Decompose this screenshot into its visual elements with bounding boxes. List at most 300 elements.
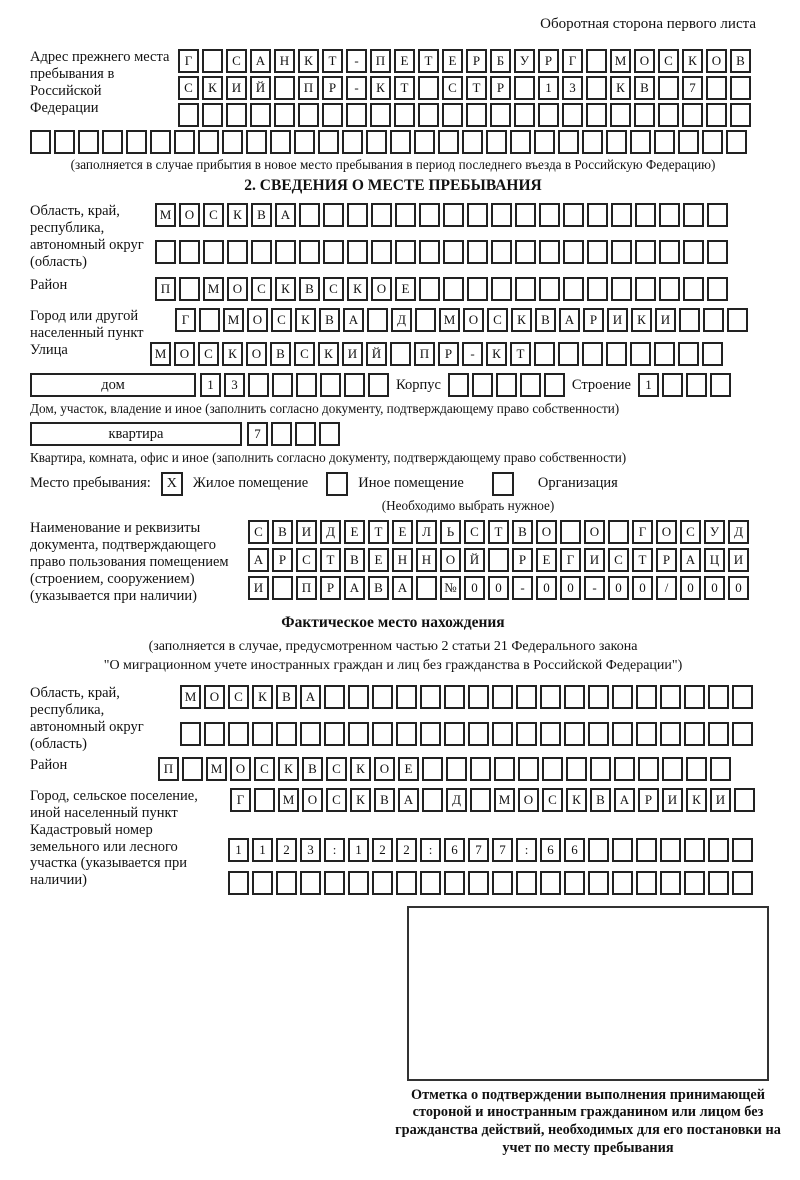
header-note: Оборотная сторона первого листа xyxy=(540,16,756,32)
char-cell: Б xyxy=(490,49,511,73)
char-cell xyxy=(202,49,223,73)
char-cell xyxy=(587,277,608,301)
char-cell: И xyxy=(296,520,317,544)
char-cell: 7 xyxy=(468,838,489,862)
char-cell xyxy=(322,103,343,127)
char-cell xyxy=(344,373,365,397)
char-cell: С xyxy=(178,76,199,100)
char-cell xyxy=(606,130,627,154)
char-cell: К xyxy=(278,757,299,781)
char-cell xyxy=(226,103,247,127)
region-block xyxy=(30,203,756,271)
char-cell: О xyxy=(174,342,195,366)
char-cell xyxy=(708,722,729,746)
char-cell xyxy=(467,240,488,264)
char-cell: Л xyxy=(416,520,437,544)
char-cell: О xyxy=(634,49,655,73)
char-cell: В xyxy=(276,685,297,709)
char-cell: С xyxy=(228,685,249,709)
char-cell: К xyxy=(202,76,223,100)
char-cell xyxy=(558,342,579,366)
char-cell xyxy=(540,871,561,895)
char-cell xyxy=(659,203,680,227)
char-cell xyxy=(654,342,675,366)
char-cell xyxy=(466,103,487,127)
char-cell xyxy=(636,722,657,746)
char-cell: 1 xyxy=(228,838,249,862)
char-cell: П xyxy=(414,342,435,366)
char-cell xyxy=(514,103,535,127)
char-cell xyxy=(323,203,344,227)
char-cell xyxy=(348,871,369,895)
char-cell: О xyxy=(227,277,248,301)
char-cell: И xyxy=(728,548,749,572)
char-cell xyxy=(582,342,603,366)
char-cell: Т xyxy=(320,548,341,572)
char-cell xyxy=(251,240,272,264)
char-cell xyxy=(582,130,603,154)
char-cell xyxy=(396,722,417,746)
char-cell: 2 xyxy=(372,838,393,862)
char-cell: О xyxy=(179,203,200,227)
char-cell xyxy=(636,838,657,862)
char-cell: Г xyxy=(632,520,653,544)
char-cell xyxy=(443,277,464,301)
char-cell: К xyxy=(566,788,587,812)
char-cell xyxy=(270,130,291,154)
apartment-row xyxy=(30,422,756,449)
char-row xyxy=(228,871,753,895)
char-cell: Е xyxy=(368,548,389,572)
char-cell: А xyxy=(680,548,701,572)
char-cell xyxy=(706,103,727,127)
char-cell xyxy=(324,722,345,746)
confirmation-mark-note: Отметка о подтверждении выполнения принимающей стороной и иностранным гражданином или лицом без гражданства действий, необходимых для его постановки на учет по месту пребывания xyxy=(395,1086,781,1157)
char-cell: С xyxy=(254,757,275,781)
char-cell: К xyxy=(350,788,371,812)
char-cell: В xyxy=(251,203,272,227)
actual-city-block xyxy=(30,788,756,822)
char-cell xyxy=(635,203,656,227)
stroenie-label: Строение xyxy=(571,376,631,393)
char-cell xyxy=(30,130,51,154)
char-cell xyxy=(730,76,751,100)
char-cell xyxy=(612,722,633,746)
char-cell: Д xyxy=(391,308,412,332)
char-cell xyxy=(586,103,607,127)
char-cell: Т xyxy=(510,342,531,366)
char-cell xyxy=(686,373,707,397)
char-cell: О xyxy=(463,308,484,332)
char-cell: А xyxy=(614,788,635,812)
char-cell xyxy=(514,76,535,100)
char-cell xyxy=(540,685,561,709)
char-row xyxy=(180,722,753,746)
char-cell: 6 xyxy=(564,838,585,862)
char-cell xyxy=(518,757,539,781)
char-cell: Т xyxy=(368,520,389,544)
actual-district-block xyxy=(30,757,756,784)
char-cell xyxy=(248,373,269,397)
char-cell: 0 xyxy=(536,576,557,600)
char-cell: М xyxy=(150,342,171,366)
char-cell xyxy=(390,130,411,154)
char-cell xyxy=(659,277,680,301)
char-cell xyxy=(612,871,633,895)
char-cell: Ь xyxy=(440,520,461,544)
actual-location-note xyxy=(30,638,756,674)
char-cell: П xyxy=(298,76,319,100)
region-rows xyxy=(155,203,728,267)
char-cell: О xyxy=(584,520,605,544)
char-cell: О xyxy=(246,342,267,366)
char-cell xyxy=(586,49,607,73)
char-cell xyxy=(682,103,703,127)
actual-location-note-line1: (заполняется в случае, предусмотренном частью 2 статьи 21 Федерального закона xyxy=(148,639,638,655)
char-cell xyxy=(395,240,416,264)
char-cell: Е xyxy=(392,520,413,544)
char-cell xyxy=(228,722,249,746)
stay-option-organization-label: Организация xyxy=(537,475,618,492)
char-cell: К xyxy=(686,788,707,812)
char-cell: С xyxy=(608,548,629,572)
char-cell: - xyxy=(512,576,533,600)
char-cell: Р xyxy=(320,576,341,600)
char-cell: Р xyxy=(490,76,511,100)
house-cells xyxy=(200,373,389,397)
char-cell: Р xyxy=(512,548,533,572)
char-cell: - xyxy=(462,342,483,366)
char-cell xyxy=(678,342,699,366)
char-cell xyxy=(708,871,729,895)
char-cell: И xyxy=(248,576,269,600)
char-cell: : xyxy=(420,838,441,862)
char-cell: 0 xyxy=(608,576,629,600)
char-cell xyxy=(346,103,367,127)
char-cell: Й xyxy=(250,76,271,100)
char-cell: К xyxy=(252,685,273,709)
char-cell: Г xyxy=(178,49,199,73)
char-cell: 3 xyxy=(300,838,321,862)
char-cell xyxy=(179,277,200,301)
char-cell xyxy=(275,240,296,264)
char-cell: К xyxy=(350,757,371,781)
stay-option-organization-checkbox xyxy=(492,472,514,496)
char-cell xyxy=(470,788,491,812)
char-cell xyxy=(542,757,563,781)
char-cell: С xyxy=(323,277,344,301)
char-cell xyxy=(467,203,488,227)
apartment-box-label: квартира xyxy=(30,422,242,446)
char-cell xyxy=(564,722,585,746)
char-cell xyxy=(348,722,369,746)
char-cell: К xyxy=(295,308,316,332)
char-cell xyxy=(319,422,340,446)
char-cell xyxy=(658,103,679,127)
char-cell xyxy=(659,240,680,264)
char-cell: 0 xyxy=(728,576,749,600)
char-cell xyxy=(272,576,293,600)
actual-city-label: Город, сельское поселение, иной населенный пункт xyxy=(30,787,198,821)
district-block xyxy=(30,277,756,304)
char-cell: С xyxy=(542,788,563,812)
char-cell xyxy=(342,130,363,154)
char-cell xyxy=(347,240,368,264)
char-cell xyxy=(587,203,608,227)
char-cell xyxy=(566,757,587,781)
stay-option-residential-checkbox: X xyxy=(161,472,183,496)
char-cell: К xyxy=(347,277,368,301)
stay-option-other-checkbox xyxy=(326,472,348,496)
char-cell: М xyxy=(155,203,176,227)
char-cell: Ц xyxy=(704,548,725,572)
prev-address-rows xyxy=(178,49,751,130)
char-cell xyxy=(634,103,655,127)
char-cell: Н xyxy=(416,548,437,572)
char-cell: М xyxy=(494,788,515,812)
char-cell: К xyxy=(610,76,631,100)
char-cell xyxy=(299,203,320,227)
char-cell xyxy=(155,240,176,264)
char-cell: С xyxy=(658,49,679,73)
char-cell: Т xyxy=(488,520,509,544)
char-cell xyxy=(323,240,344,264)
char-cell xyxy=(540,722,561,746)
char-cell xyxy=(150,130,171,154)
char-cell: Г xyxy=(175,308,196,332)
char-cell xyxy=(534,130,555,154)
char-cell xyxy=(468,722,489,746)
actual-region-rows xyxy=(180,685,753,749)
char-cell: К xyxy=(486,342,507,366)
char-cell: 0 xyxy=(488,576,509,600)
char-cell: - xyxy=(346,76,367,100)
char-cell xyxy=(539,203,560,227)
char-cell xyxy=(635,240,656,264)
char-cell: О xyxy=(536,520,557,544)
cadastral-rows xyxy=(228,822,753,904)
char-cell xyxy=(563,240,584,264)
house-note: Дом, участок, владение и иное (заполнить согласно документу, подтверждающему право собственности) xyxy=(30,400,620,416)
char-cell xyxy=(660,871,681,895)
char-cell: А xyxy=(300,685,321,709)
char-cell xyxy=(710,757,731,781)
char-cell: № xyxy=(440,576,461,600)
char-cell xyxy=(660,722,681,746)
char-cell: А xyxy=(398,788,419,812)
char-cell xyxy=(558,130,579,154)
char-cell xyxy=(271,422,292,446)
char-cell: В xyxy=(730,49,751,73)
char-cell: Г xyxy=(230,788,251,812)
char-cell: К xyxy=(370,76,391,100)
korpus-label: Корпус xyxy=(396,376,441,393)
char-cell xyxy=(590,757,611,781)
char-cell xyxy=(54,130,75,154)
char-cell xyxy=(516,871,537,895)
char-cell xyxy=(678,130,699,154)
char-cell: М xyxy=(278,788,299,812)
char-cell: 2 xyxy=(276,838,297,862)
char-cell xyxy=(347,203,368,227)
char-cell xyxy=(442,103,463,127)
char-cell xyxy=(370,103,391,127)
char-cell: С xyxy=(226,49,247,73)
char-cell: П xyxy=(370,49,391,73)
char-cell: Й xyxy=(464,548,485,572)
char-cell xyxy=(520,373,541,397)
char-row xyxy=(155,240,728,264)
char-cell xyxy=(254,788,275,812)
char-cell: С xyxy=(271,308,292,332)
char-cell xyxy=(707,240,728,264)
char-cell xyxy=(588,722,609,746)
char-cell: С xyxy=(198,342,219,366)
char-cell: С xyxy=(464,520,485,544)
char-row xyxy=(228,838,753,862)
char-cell xyxy=(654,130,675,154)
char-cell xyxy=(348,685,369,709)
char-cell xyxy=(300,871,321,895)
char-cell xyxy=(588,838,609,862)
char-cell xyxy=(539,240,560,264)
char-cell: В xyxy=(590,788,611,812)
char-cell xyxy=(492,871,513,895)
char-cell xyxy=(707,277,728,301)
street-label: Улица xyxy=(30,341,68,358)
char-cell xyxy=(606,342,627,366)
char-cell: С xyxy=(251,277,272,301)
char-cell: И xyxy=(226,76,247,100)
char-cell xyxy=(686,757,707,781)
char-cell xyxy=(420,685,441,709)
char-cell xyxy=(683,277,704,301)
actual-location-note-line2: "О миграционном учете иностранных граждан и лиц без гражданства в Российской Федерации") xyxy=(103,657,683,673)
char-cell: В xyxy=(344,548,365,572)
apartment-cells xyxy=(247,422,340,446)
char-cell xyxy=(586,76,607,100)
stay-place-row xyxy=(30,472,756,496)
char-cell: 7 xyxy=(682,76,703,100)
char-row xyxy=(155,277,728,301)
char-cell xyxy=(296,373,317,397)
char-cell xyxy=(443,240,464,264)
char-cell: 3 xyxy=(562,76,583,100)
char-cell xyxy=(420,871,441,895)
char-cell: К xyxy=(222,342,243,366)
char-cell xyxy=(662,373,683,397)
char-cell xyxy=(126,130,147,154)
char-cell xyxy=(252,722,273,746)
char-cell: В xyxy=(368,576,389,600)
char-cell xyxy=(418,76,439,100)
char-cell: О xyxy=(440,548,461,572)
char-cell xyxy=(496,373,517,397)
char-cell xyxy=(300,722,321,746)
char-cell xyxy=(636,685,657,709)
char-cell: Р xyxy=(466,49,487,73)
char-cell xyxy=(394,103,415,127)
char-cell xyxy=(564,685,585,709)
char-cell xyxy=(396,871,417,895)
char-cell: Т xyxy=(466,76,487,100)
char-cell xyxy=(684,722,705,746)
char-cell xyxy=(444,685,465,709)
char-cell: Т xyxy=(322,49,343,73)
char-cell xyxy=(174,130,195,154)
char-cell: 2 xyxy=(396,838,417,862)
char-row xyxy=(230,788,755,812)
char-cell xyxy=(366,130,387,154)
char-cell: В xyxy=(302,757,323,781)
char-cell xyxy=(710,373,731,397)
char-cell: П xyxy=(155,277,176,301)
char-cell: О xyxy=(302,788,323,812)
char-row xyxy=(178,103,751,127)
char-cell: В xyxy=(512,520,533,544)
char-cell: 0 xyxy=(632,576,653,600)
char-cell xyxy=(588,871,609,895)
char-cell: М xyxy=(203,277,224,301)
district-label: Район xyxy=(30,276,68,293)
char-cell: О xyxy=(518,788,539,812)
char-cell: С xyxy=(294,342,315,366)
korpus-cells xyxy=(448,373,565,397)
char-cell xyxy=(276,871,297,895)
char-cell xyxy=(660,838,681,862)
document-block xyxy=(30,520,756,605)
char-cell: У xyxy=(514,49,535,73)
house-box-label: дом xyxy=(30,373,196,397)
char-cell xyxy=(470,757,491,781)
house-row xyxy=(30,373,756,400)
char-cell xyxy=(539,277,560,301)
char-cell xyxy=(371,203,392,227)
char-cell: М xyxy=(180,685,201,709)
char-cell xyxy=(534,342,555,366)
char-cell: О xyxy=(371,277,392,301)
char-cell: Р xyxy=(322,76,343,100)
stroenie-cells xyxy=(638,373,731,397)
char-cell xyxy=(446,757,467,781)
stay-option-residential-label: Жилое помещение xyxy=(192,475,309,492)
char-cell: В xyxy=(634,76,655,100)
char-cell xyxy=(683,240,704,264)
char-cell xyxy=(560,520,581,544)
char-cell xyxy=(422,757,443,781)
char-cell: А xyxy=(275,203,296,227)
city-block xyxy=(30,308,756,342)
char-cell: П xyxy=(158,757,179,781)
char-cell xyxy=(702,130,723,154)
char-cell: 6 xyxy=(540,838,561,862)
char-row xyxy=(178,76,751,100)
char-cell xyxy=(294,130,315,154)
char-cell: - xyxy=(584,576,605,600)
char-cell: О xyxy=(706,49,727,73)
char-row xyxy=(150,342,723,366)
char-cell xyxy=(516,722,537,746)
stay-place-label: Место пребывания: xyxy=(30,475,151,492)
char-cell: Н xyxy=(274,49,295,73)
char-cell: А xyxy=(250,49,271,73)
char-cell xyxy=(638,757,659,781)
char-cell: 0 xyxy=(464,576,485,600)
char-cell: М xyxy=(223,308,244,332)
char-cell: Н xyxy=(392,548,413,572)
char-cell xyxy=(734,788,755,812)
char-cell xyxy=(295,422,316,446)
